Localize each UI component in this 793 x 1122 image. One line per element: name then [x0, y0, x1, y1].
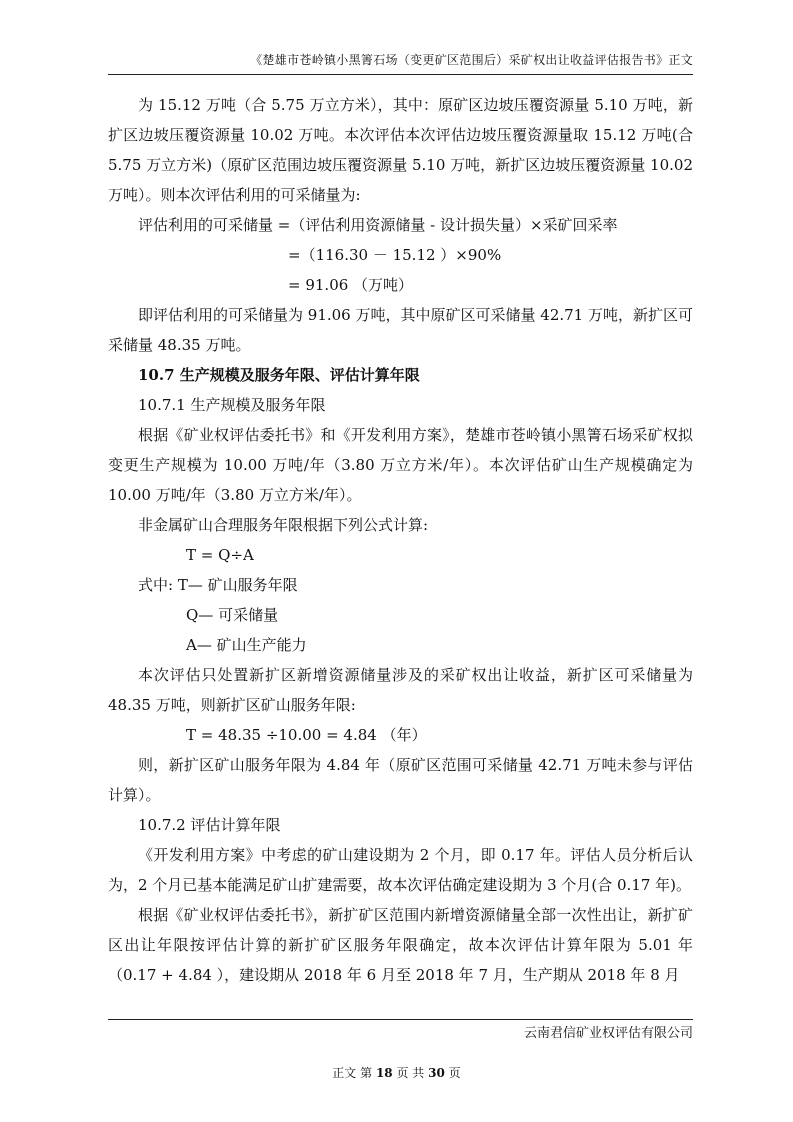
running-header: 《楚雄市苍岭镇小黑箐石场（变更矿区范围后）采矿权出让收益评估报告书》正文: [250, 53, 693, 67]
header-rule: [108, 74, 693, 75]
formula-legend-t: 式中: T— 矿山服务年限: [138, 576, 298, 594]
formula-recoverable-reserves-result: = 91.06 （万吨）: [288, 276, 414, 294]
page-indicator: [0, 1064, 793, 1081]
company-name: 云南君信矿业权评估有限公司: [523, 1026, 693, 1041]
subsection-heading-scale: 10.7.1 生产规模及服务年限: [138, 396, 326, 414]
paragraph-service-life-result: 则，新扩区矿山服务年限为 4.84 年（原矿区范围可采储量 42.71 万吨未参与评估计算）。: [108, 756, 693, 804]
formula-service-life-calc: T = 48.35 ÷10.00 = 4.84 （年）: [186, 726, 427, 744]
paragraph-construction-period: 《开发利用方案》中考虑的矿山建设期为 2 个月，即 0.17 年。评估人员分析后认为，2 个月已基本能满足矿山扩建需要，故本次评估确定建设期为 3 个月(合 0.17 年)。: [108, 846, 693, 894]
formula-recoverable-reserves: 评估利用的可采储量 =（评估利用资源储量 - 设计损失量）×采矿回采率: [138, 216, 618, 234]
page-number: 18: [375, 1066, 393, 1080]
page-total: 30: [428, 1066, 445, 1080]
paragraph-reserves-overburden: 为 15.12 万吨（合 5.75 万立方米），其中：原矿区边坡压覆资源量 5.10 万吨，新扩区边坡压覆资源量 10.02 万吨。本次评估本次评估边坡压覆资源量取 15.12 万吨(合 5.75 万立方米)（原矿区范围边坡压覆资源量 5.10 万吨，新扩区边坡压覆资源量 10.02 万吨）。则本次评估利用的可采储量为:: [108, 96, 693, 204]
formula-legend-q: Q— 可采储量: [186, 606, 279, 624]
formula-legend-a: A— 矿山生产能力: [186, 636, 307, 654]
paragraph-recoverable-summary: 即评估利用的可采储量为 91.06 万吨，其中原矿区可采储量 42.71 万吨，新扩区可采储量 48.35 万吨。: [108, 306, 693, 354]
page-prefix: 正文 第: [332, 1066, 373, 1080]
footer-rule: [108, 1019, 693, 1020]
paragraph-new-area-reserves: 本次评估只处置新扩区新增资源储量涉及的采矿权出让收益，新扩区可采储量为 48.35 万吨，则新扩区矿山服务年限:: [108, 666, 693, 714]
paragraph-production-scale: 根据《矿业权评估委托书》和《开发利用方案》，楚雄市苍岭镇小黑箐石场采矿权拟变更生产规模为 10.00 万吨/年（3.80 万立方米/年）。本次评估矿山生产规模确定为 10.00 万吨/年（3.80 万立方米/年）。: [108, 426, 693, 504]
page-suffix: 页: [448, 1066, 461, 1080]
page-middle: 页 共: [396, 1066, 425, 1080]
main-content: [108, 90, 693, 990]
paragraph-service-life-intro: 非金属矿山合理服务年限根据下列公式计算:: [138, 516, 429, 534]
paragraph-calc-period: 根据《矿业权评估委托书》，新扩矿区范围内新增资源储量全部一次性出让，新扩矿区出让年限按评估计算的新扩矿区服务年限确定，故本次评估计算年限为 5.01 年（0.17 + 4.84 ），建设期从 2018 年 6 月至 2018 年 7 月，生产期从 2018 年 8 月: [108, 906, 693, 984]
formula-service-life: T = Q÷A: [186, 546, 254, 564]
section-heading: 10.7 生产规模及服务年限、评估计算年限: [138, 366, 420, 384]
subsection-heading-calc-period: 10.7.2 评估计算年限: [138, 816, 281, 834]
formula-recoverable-reserves-step: =（116.30 － 15.12 ）×90%: [288, 246, 502, 264]
